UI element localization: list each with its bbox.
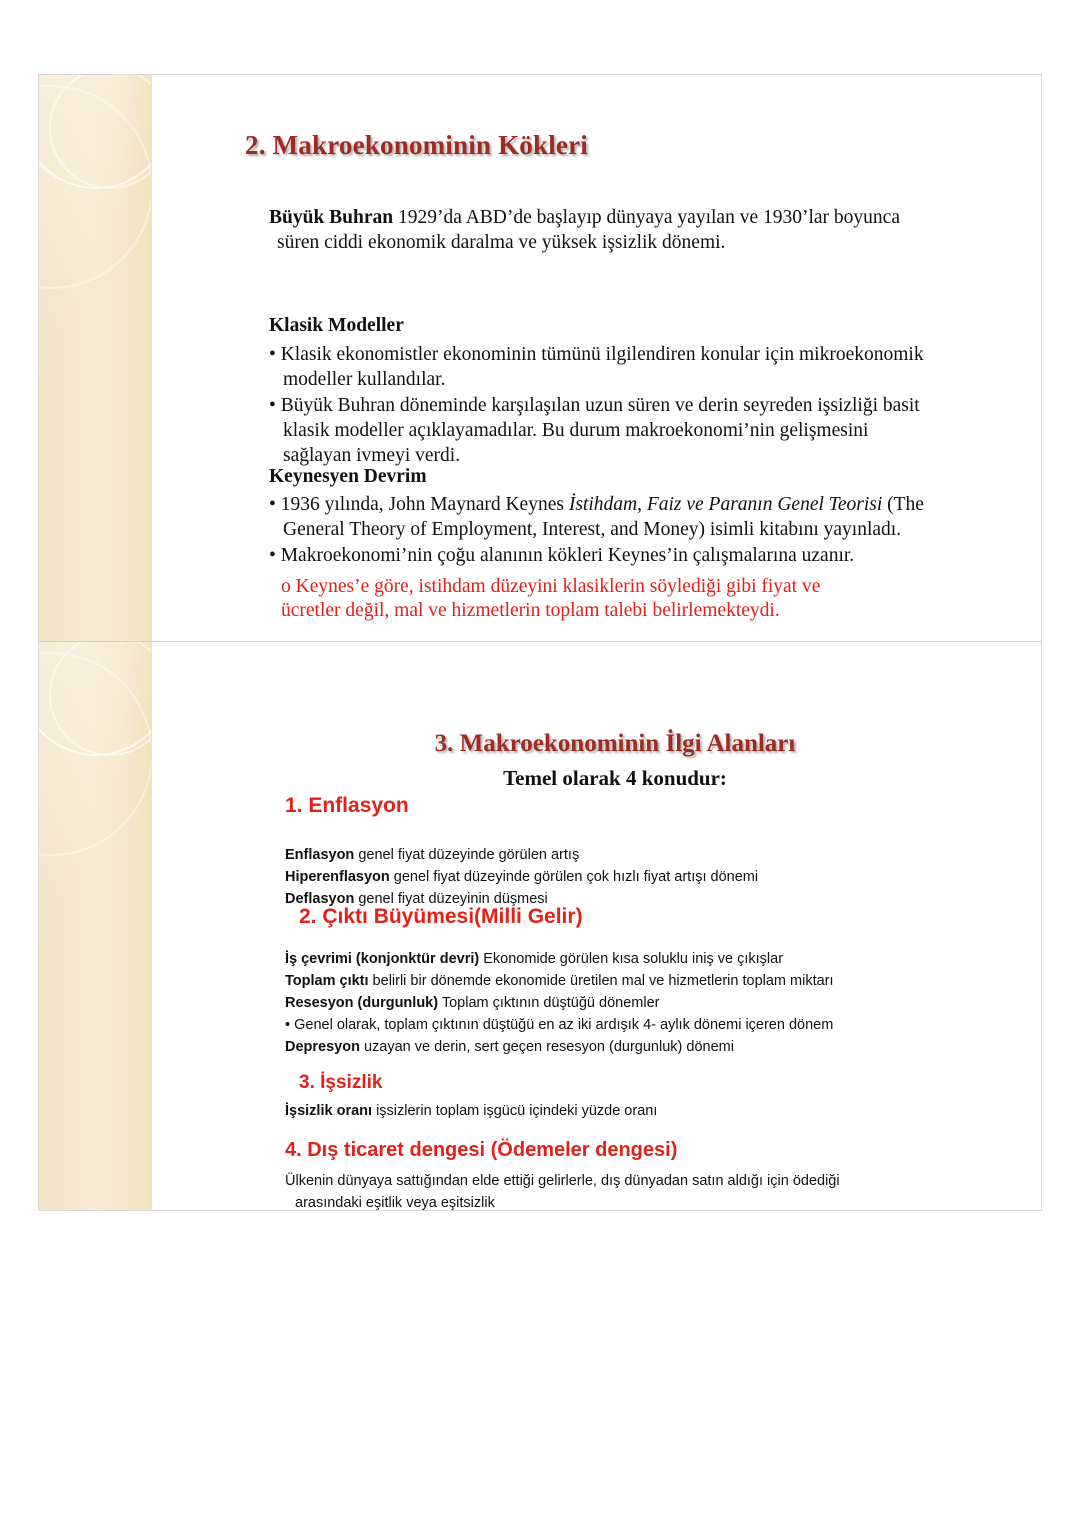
section-body-unemployment — [285, 1100, 1041, 1122]
definition-line — [285, 992, 1041, 1014]
definition-text: uzayan ve derin, sert geçen resesyon (durgunluk) dönemi — [359, 1039, 734, 1056]
band-divider — [151, 75, 152, 641]
slide-1 — [39, 75, 1041, 642]
bullet-line-post: (The — [882, 494, 924, 515]
term: Resesyon (durgunluk) — [285, 995, 439, 1012]
slide-1-content — [189, 75, 1041, 641]
bullet-line: • Klasik ekonomistler ekonominin tümünü ilgilendiren konular için mikroekonomik — [269, 344, 924, 365]
definition-line — [285, 1014, 1041, 1036]
term: Enflasyon — [285, 847, 355, 863]
term: İş çevrimi (konjonktür devri) — [285, 951, 480, 967]
section-heading-inflation: 1. Enflasyon — [285, 794, 409, 817]
great-depression-line1: 1929’da ABD’de başlayıp dünyaya yayılan ve 1930’lar boyunca — [393, 207, 900, 228]
definition-line — [285, 948, 1041, 970]
list-item — [269, 343, 969, 393]
slide-1-title: 2. Makroekonominin Kökleri — [245, 130, 588, 160]
section-body-trade-balance — [285, 1170, 1025, 1210]
bullet-line: • Büyük Buhran döneminde karşılaşılan uzun süren ve derin seyreden işsizliği basit — [269, 394, 920, 416]
great-depression-term: Büyük Buhran — [269, 207, 394, 228]
term: Deflasyon — [285, 891, 355, 908]
classical-models-list — [269, 343, 969, 470]
bullet-line: sağlayan ivmeyi verdi. — [283, 444, 461, 466]
bullet-line: klasik modeller açıklayamadılar. Bu durum makroekonomi’nin gelişmesini — [283, 419, 869, 441]
section-body-output-growth — [285, 948, 1041, 1058]
subpoint-line: ücretler değil, mal ve hizmetlerin toplam talebi belirlemekteydi. — [281, 600, 780, 622]
slide-2-decorative-band — [39, 642, 151, 1210]
term: İşsizlik oranı — [285, 1103, 373, 1119]
bullet-line: modeller kullandılar. — [283, 368, 446, 390]
definition-text: • Genel olarak, toplam çıktının düştüğü en az iki ardışık 4- aylık dönemi içeren dönem — [285, 1017, 834, 1034]
slide-2 — [39, 642, 1041, 1210]
section-heading-trade-balance: 4. Dış ticaret dengesi (Ödemeler dengesi) — [285, 1139, 678, 1161]
section-body-inflation — [285, 844, 1041, 910]
definition-line — [285, 844, 1041, 866]
definition-line: arasındaki eşitlik veya eşitsizlik — [295, 1195, 495, 1210]
keynesian-revolution-list — [269, 493, 969, 570]
great-depression-block — [269, 206, 969, 256]
slide-2-title: 3. Makroekonominin İlgi Alanları — [434, 730, 796, 757]
definition-text: işsizlerin toplam işgücü içindeki yüzde oranı — [372, 1103, 658, 1119]
band-divider — [151, 642, 152, 1210]
section-heading-output-growth: 2. Çıktı Büyümesi(Milli Gelir) — [299, 905, 583, 928]
bullet-line-pre: • 1936 yılında, John Maynard Keynes — [269, 494, 569, 515]
definition-line — [285, 1100, 1041, 1122]
definition-text: genel fiyat düzeyinde görülen çok hızlı fiyat artışı dönemi — [389, 869, 759, 886]
keynes-subpoint-red — [281, 575, 971, 624]
classical-models-heading: Klasik Modeller — [269, 315, 404, 336]
subpoint-line: o Keynes’e göre, istihdam düzeyini klasiklerin söylediği gibi fiyat ve — [281, 576, 821, 597]
definition-line — [285, 970, 1041, 992]
definition-line — [285, 866, 1041, 888]
definition-text: genel fiyat düzeyinde görülen artış — [354, 847, 580, 863]
term: Depresyon — [285, 1039, 360, 1056]
list-item — [269, 394, 969, 469]
list-item — [269, 493, 969, 543]
keynesian-revolution-heading: Keynesyen Devrim — [269, 466, 427, 487]
term: Hiperenflasyon — [285, 869, 390, 886]
definition-text: Toplam çıktının düştüğü dönemler — [438, 995, 660, 1012]
definition-text: belirli bir dönemde ekonomide üretilen mal ve hizmetlerin toplam miktarı — [368, 973, 834, 990]
slide-2-content — [189, 642, 1041, 1210]
term: Toplam çıktı — [285, 973, 369, 990]
document-page — [38, 74, 1042, 1211]
book-title-italic: İstihdam, Faiz ve Paranın Genel Teorisi — [568, 494, 883, 515]
definition-line — [285, 1036, 1041, 1058]
definition-line: Ülkenin dünyaya sattığından elde ettiği gelirlerle, dış dünyadan satın aldığı için ödediği — [285, 1173, 840, 1189]
list-item: • Makroekonomi’nin çoğu alanının kökleri Keynes’in çalışmalarına uzanır. — [269, 544, 855, 566]
band-sheen — [39, 75, 151, 641]
slide-2-subtitle: Temel olarak 4 konudur: — [503, 766, 727, 790]
slide-1-decorative-band — [39, 75, 151, 641]
bullet-line: General Theory of Employment, Interest, and Money) isimli kitabını yayınladı. — [283, 518, 902, 540]
band-sheen — [39, 642, 151, 1210]
definition-text: genel fiyat düzeyinin düşmesi — [354, 891, 548, 908]
section-heading-unemployment: 3. İşsizlik — [299, 1072, 383, 1093]
definition-text: Ekonomide görülen kısa soluklu iniş ve çıkışlar — [479, 951, 784, 967]
great-depression-line2: süren ciddi ekonomik daralma ve yüksek işsizlik dönemi. — [277, 231, 726, 253]
